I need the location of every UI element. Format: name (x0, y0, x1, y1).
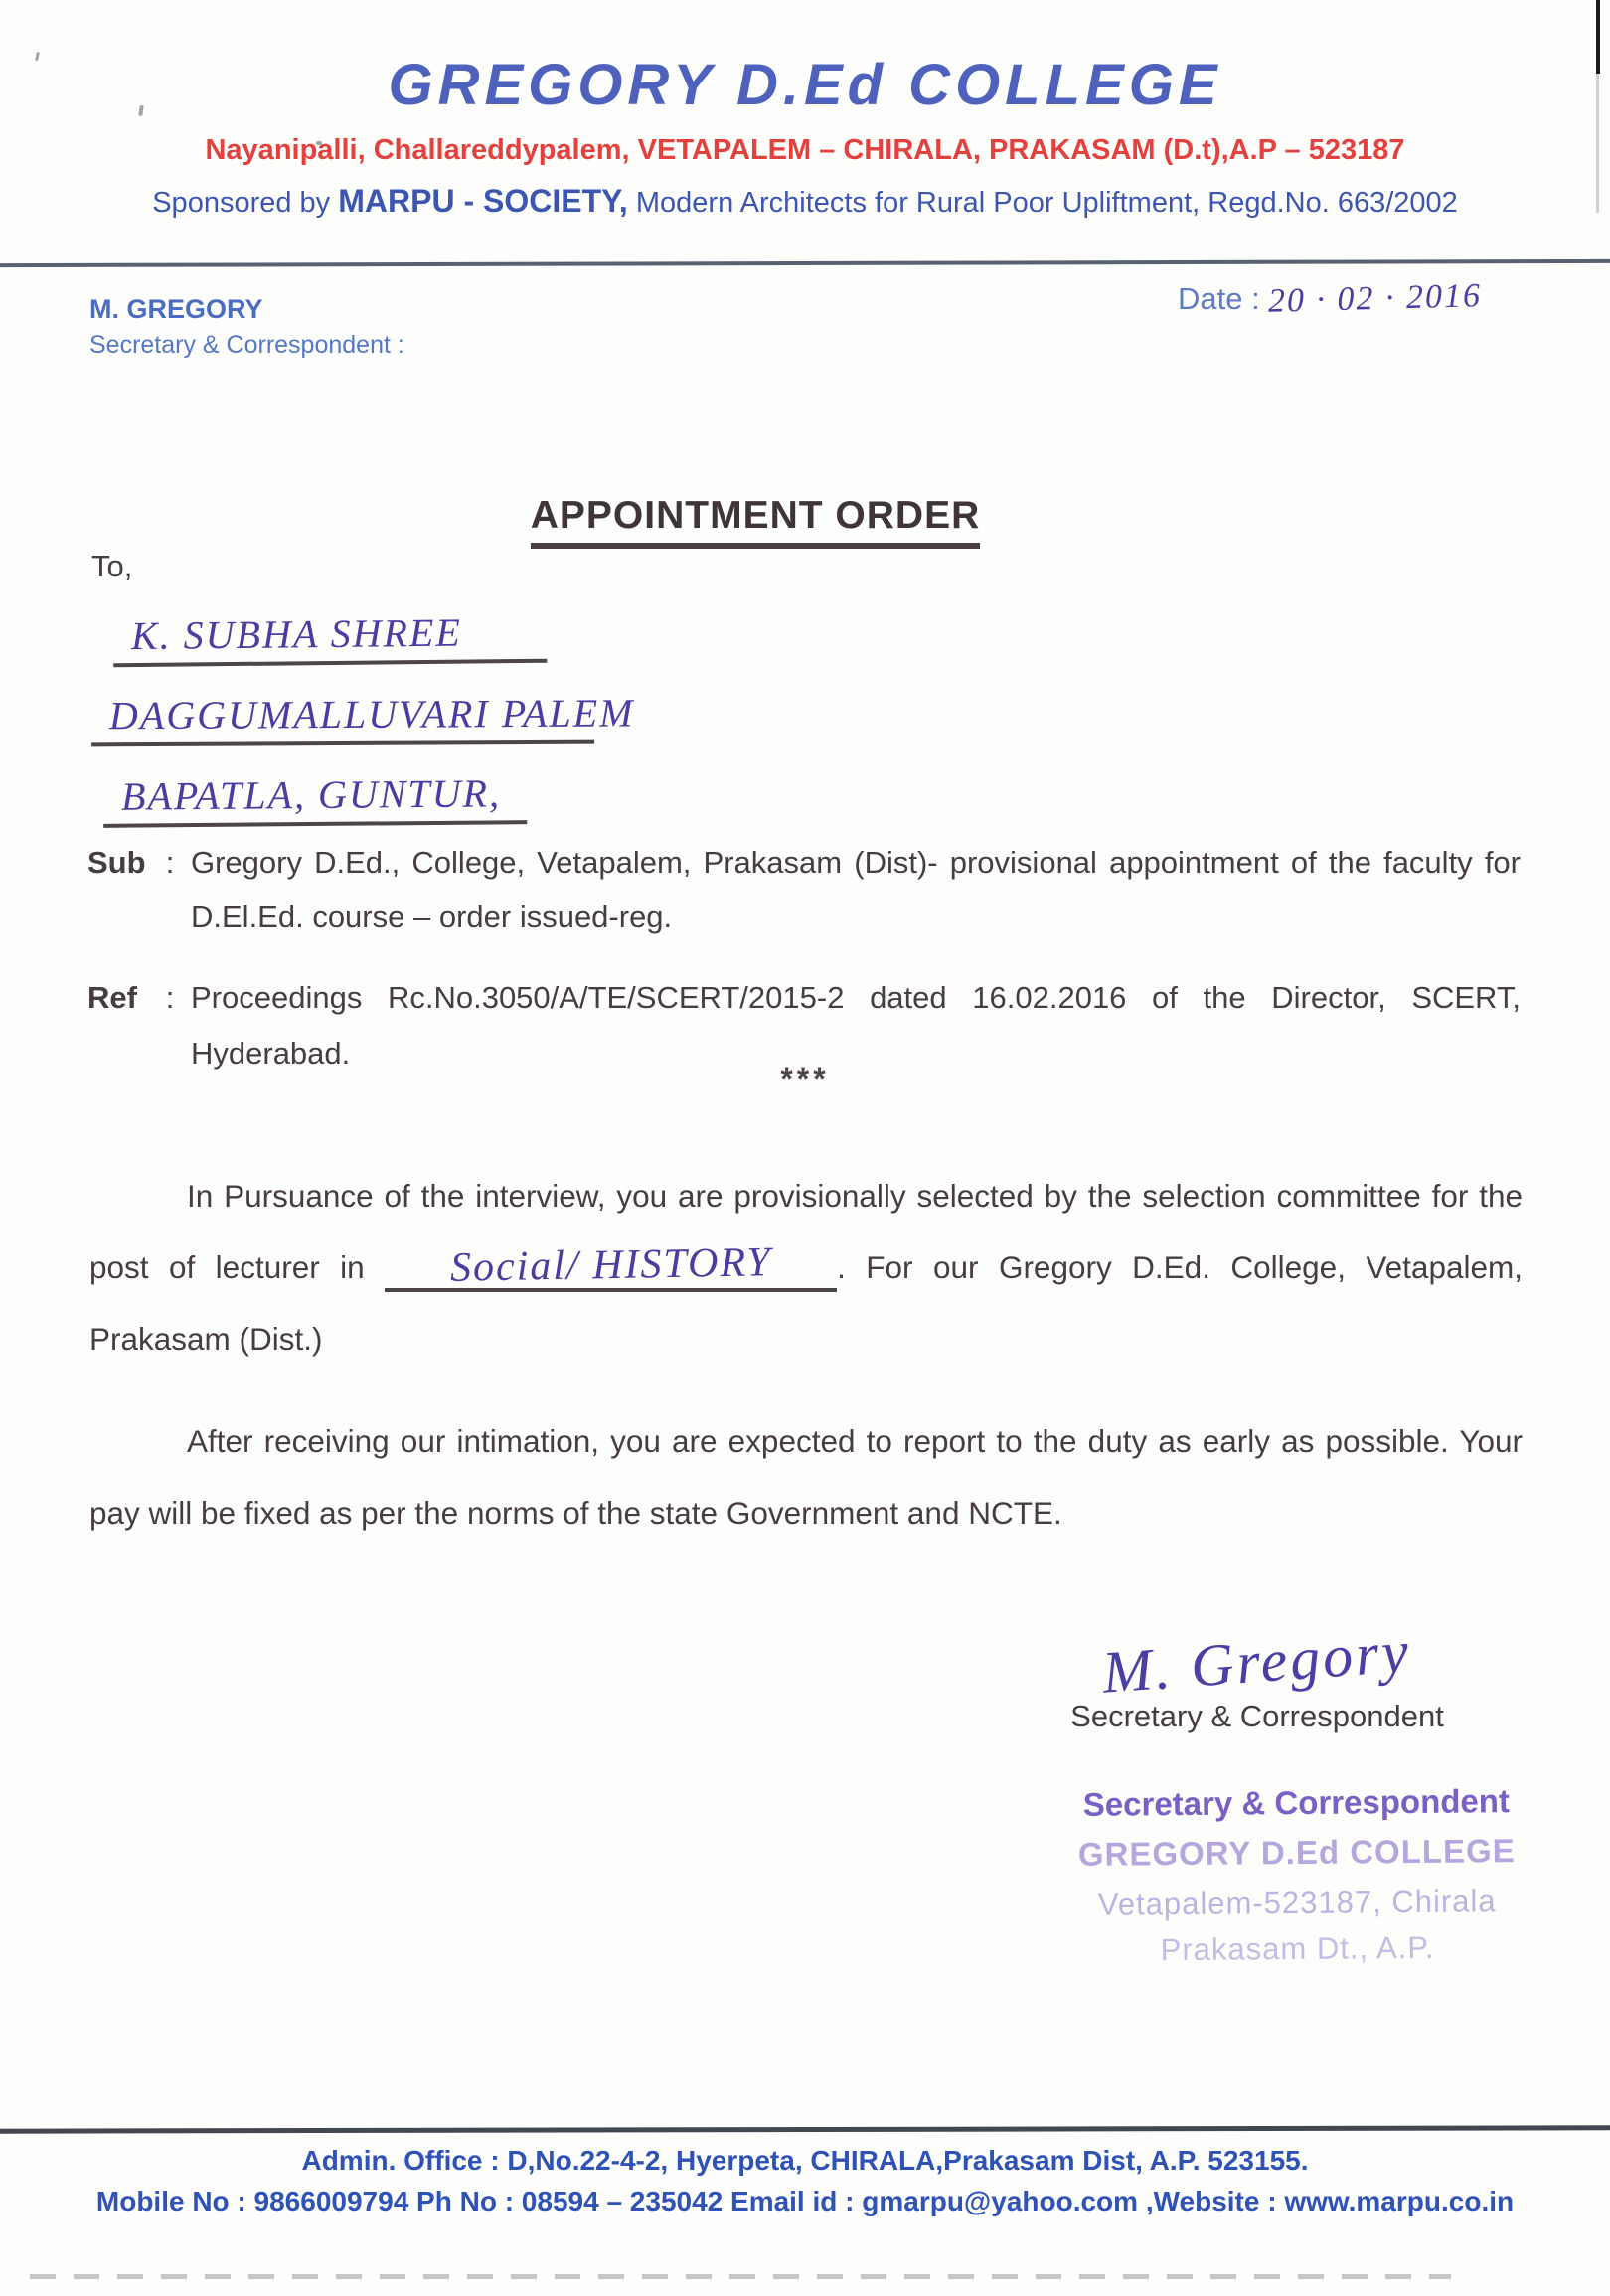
society-description: Modern Architects for Rural Poor Upliftment, Regd.No. 663/2002 (627, 187, 1458, 219)
officer-title: Secretary & Correspondent : (89, 331, 404, 359)
title-wrap (0, 494, 1511, 549)
reference-separator: : (165, 980, 175, 1016)
stamp-line-1: Secretary & Correspondent (1082, 1782, 1511, 1823)
para1-text-before: In Pursuance of the interview, you are provisionally selected by the selection committee for the post of lecturer in (89, 1177, 1523, 1285)
footer-admin-office: Admin. Office : D,No.22-4-2, Hyerpeta, CHIRALA,Prakasam Dist, A.P. 523155. (301, 2145, 1309, 2176)
para1-text-after: . For our Gregory D.Ed. College, Vetapalem, Prakasam (Dist.) (89, 1248, 1523, 1358)
body-paragraph-2: After receiving our intimation, you are expected to report to the duty as early as possible. Your pay will be fixed as per the norms of the state Government and NCTE. (89, 1422, 1523, 1531)
rubber-stamp (1047, 1782, 1546, 1969)
reference-label: Ref (87, 980, 137, 1016)
date-label: Date : (1178, 281, 1269, 316)
recipient-block (91, 549, 635, 826)
recipient-line (103, 769, 527, 828)
subject-reference-block (87, 835, 1521, 1080)
section-divider-stars: *** (780, 1062, 830, 1097)
society-name: MARPU - SOCIETY, (338, 183, 628, 219)
reference-text: Proceedings Rc.No.3050/A/TE/SCERT/2015-2 dated 16.02.2016 of the Director, SCERT, Hyderabad. (191, 980, 1521, 1070)
subject-text: Gregory D.Ed., College, Vetapalem, Prakasam (Dist)- provisional appointment of the faculty for D.El.Ed. course – order issued-reg. (191, 845, 1521, 935)
recipient-line (91, 690, 635, 747)
sponsored-by-text: Sponsored by (152, 187, 339, 219)
college-name: GREGORY D.Ed COLLEGE (388, 53, 1222, 117)
signature-printed-title: Secretary & Correspondent (1070, 1699, 1444, 1733)
footer (0, 2145, 1610, 2217)
recipient-city-handwritten: BAPATLA, GUNTUR, (120, 770, 502, 819)
signature-handwritten: M. Gregory (1100, 1618, 1414, 1706)
salutation: To, (91, 549, 133, 583)
scan-bottom-artifact (30, 2274, 1451, 2279)
stamp-line-2: GREGORY D.Ed COLLEGE (1077, 1832, 1516, 1873)
date-block (1178, 277, 1483, 320)
sponsor-line (0, 183, 1610, 220)
header-divider (0, 259, 1610, 267)
recipient-address-handwritten: DAGGUMALLUVARI PALEM (108, 690, 635, 738)
post-name-blank (385, 1239, 837, 1292)
college-address: Nayanipalli, Challareddypalem, VETAPALEM – CHIRALA, PRAKASAM (D.t),A.P – 523187 (205, 134, 1405, 166)
page-title: APPOINTMENT ORDER (531, 494, 981, 549)
officer-name: M. GREGORY (89, 294, 263, 324)
subject-row (87, 835, 1521, 944)
recipient-line (113, 608, 548, 668)
subject-separator: : (165, 845, 175, 880)
date-value-handwritten: 20 · 02 · 2016 (1267, 277, 1483, 320)
footer-contact-info: Mobile No : 9866009794 Ph No : 08594 – 235042 Email id : gmarpu@yahoo.com ,Website : www.marpu.co.in (95, 2186, 1515, 2216)
stamp-line-3: Vetapalem-523187, Chirala (1097, 1884, 1497, 1922)
stamp-line-4: Prakasam Dt., A.P. (1160, 1929, 1435, 1968)
subject-label: Sub (87, 845, 146, 880)
body-paragraph-1 (89, 1160, 1523, 1376)
letterhead (0, 52, 1610, 220)
signature-block (1024, 1618, 1491, 1734)
footer-divider (0, 2125, 1610, 2133)
recipient-name-handwritten: K. SUBHA SHREE (130, 609, 462, 659)
post-name-handwritten: Social/ HISTORY (449, 1239, 772, 1291)
officer-block (89, 294, 404, 360)
